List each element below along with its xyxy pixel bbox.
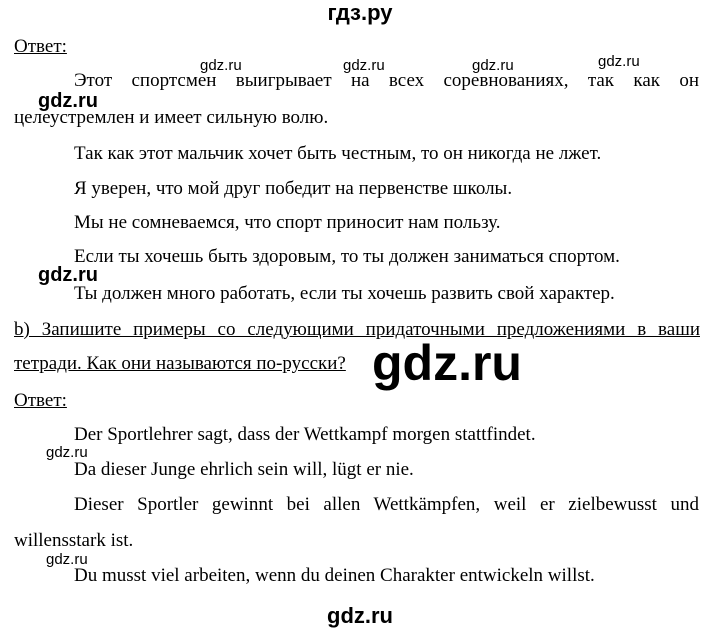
answer-line: Мы не сомневаемся, что спорт приносит нам пользу. [74, 212, 501, 233]
watermark: gdz.ru [200, 57, 242, 74]
watermark: gdz.ru [38, 264, 98, 286]
answer-line: Если ты хочешь быть здоровым, то ты должен заниматься спортом. [74, 246, 620, 267]
site-title: гдз.ру [327, 0, 393, 25]
answer-line: Ты должен много работать, если ты хочешь развить свой характер. [74, 283, 615, 304]
answer-line: Этот спортсмен выигрывает на всех соревнованиях, так как он [74, 70, 699, 91]
answer-line: Du musst viel arbeiten, wenn du deinen Charakter entwickeln willst. [74, 565, 595, 586]
answer-line: Я уверен, что мой друг победит на первенстве школы. [74, 178, 513, 199]
task-heading: тетради. Как они называются по-русски? [14, 353, 346, 374]
answer-label: Ответ: [14, 36, 67, 57]
answer-line: willensstark ist. [14, 530, 134, 551]
watermark: gdz.ru [472, 57, 514, 74]
task-heading: b) Запишите примеры со следующими придаточными предложениями в ваши [14, 319, 700, 340]
watermark: gdz.ru [598, 53, 640, 70]
answer-label: Ответ: [14, 390, 67, 411]
watermark: gdz.ru [372, 335, 522, 391]
answer-line: Der Sportlehrer sagt, dass der Wettkampf morgen stattfindet. [74, 424, 536, 445]
answer-line: Dieser Sportler gewinnt bei allen Wettkämpfen, weil er zielbewusst und [74, 494, 699, 515]
watermark: gdz.ru [46, 551, 88, 568]
answer-line: Так как этот мальчик хочет быть честным, то он никогда не лжет. [74, 143, 602, 164]
watermark: gdz.ru [38, 90, 98, 112]
answer-line: целеустремлен и имеет сильную волю. [14, 107, 329, 128]
answer-line: Da dieser Junge ehrlich sein will, lügt er nie. [74, 459, 414, 480]
watermark: gdz.ru [343, 57, 385, 74]
footer-watermark: gdz.ru [327, 603, 393, 628]
watermark: gdz.ru [46, 444, 88, 461]
